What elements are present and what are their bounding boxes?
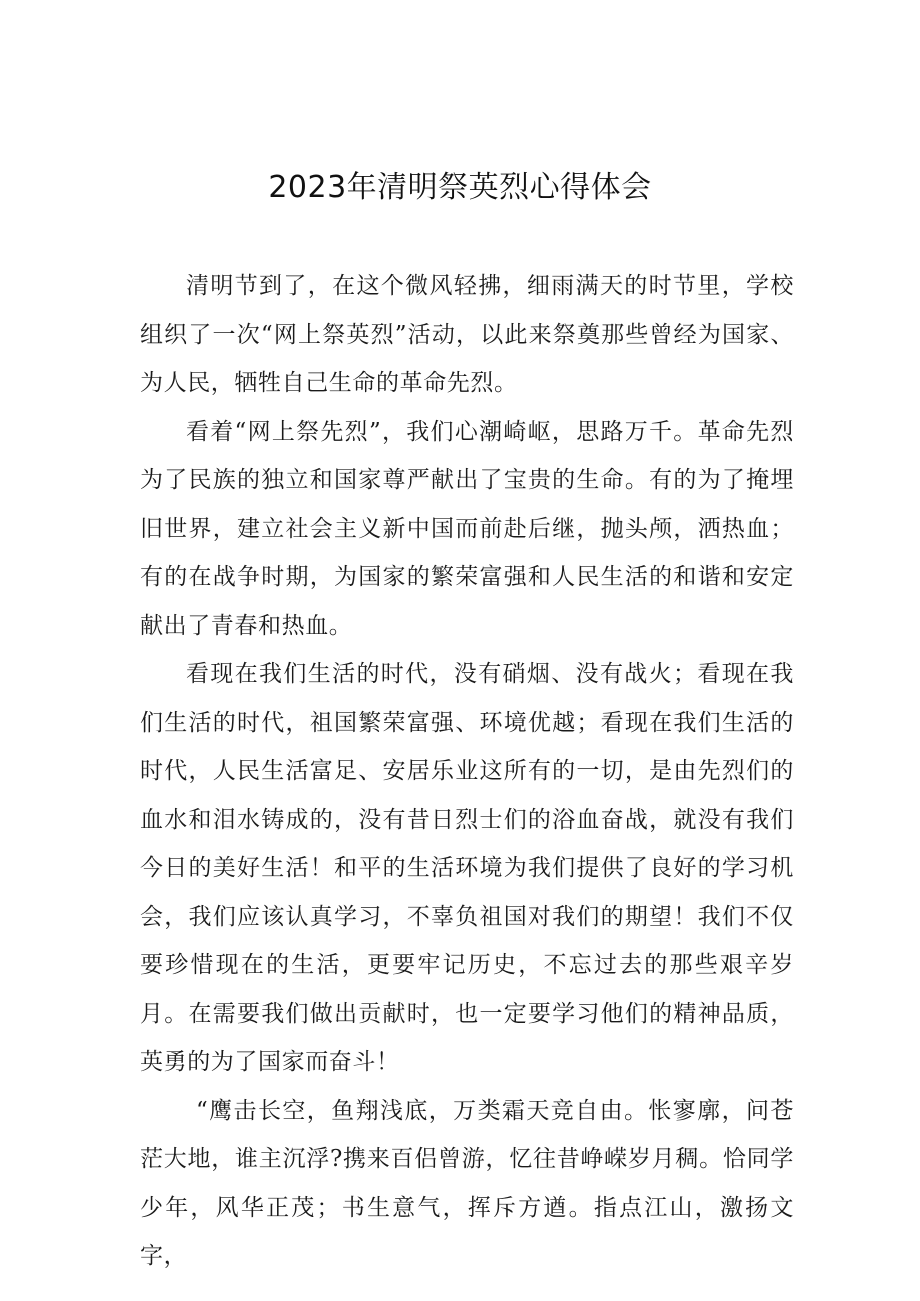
document-body <box>140 262 794 1281</box>
paragraph-4: “鹰击长空，鱼翔浅底，万类霜天竞自由。怅寥廓，问苍茫大地，谁主沉浮?携来百侣曾游，忆往昔峥嵘岁月稠。恰同学少年，风华正茂；书生意气，挥斥方遒。指点江山，激扬文字， <box>140 1097 794 1269</box>
document-title: 2023年清明祭英烈心得体会 <box>268 170 652 205</box>
paragraph-3: 看现在我们生活的时代，没有硝烟、没有战火；看现在我们生活的时代，祖国繁荣富强、环境优越；看现在我们生活的时代，人民生活富足、安居乐业这所有的一切，是由先烈们的血水和泪水铸成的，没有昔日烈士们的浴血奋战，就没有我们今日的美好生活！和平的生活环境为我们提供了良好的学习机会，我们应该认真学习，不辜负祖国对我们的期望！我们不仅要珍惜现在的生活，更要牢记历史，不忘过去的那些艰辛岁月。在需要我们做出贡献时，也一定要学习他们的精神品质，英勇的为了国家而奋斗！ <box>140 661 794 1075</box>
paragraph-2: 看着“网上祭先烈”，我们心潮崎岖，思路万千。革命先烈为了民族的独立和国家尊严献出了宝贵的生命。有的为了掩埋旧世界，建立社会主义新中国而前赴后继，抛头颅，洒热血；有的在战争时期，为国家的繁荣富强和人民生活的和谐和安定献出了青春和热血。 <box>140 418 794 639</box>
paragraph-1: 清明节到了，在这个微风轻拂，细雨满天的时节里，学校组织了一次“网上祭英烈”活动，以此来祭奠那些曾经为国家、为人民，牺牲自己生命的革命先烈。 <box>140 273 794 396</box>
